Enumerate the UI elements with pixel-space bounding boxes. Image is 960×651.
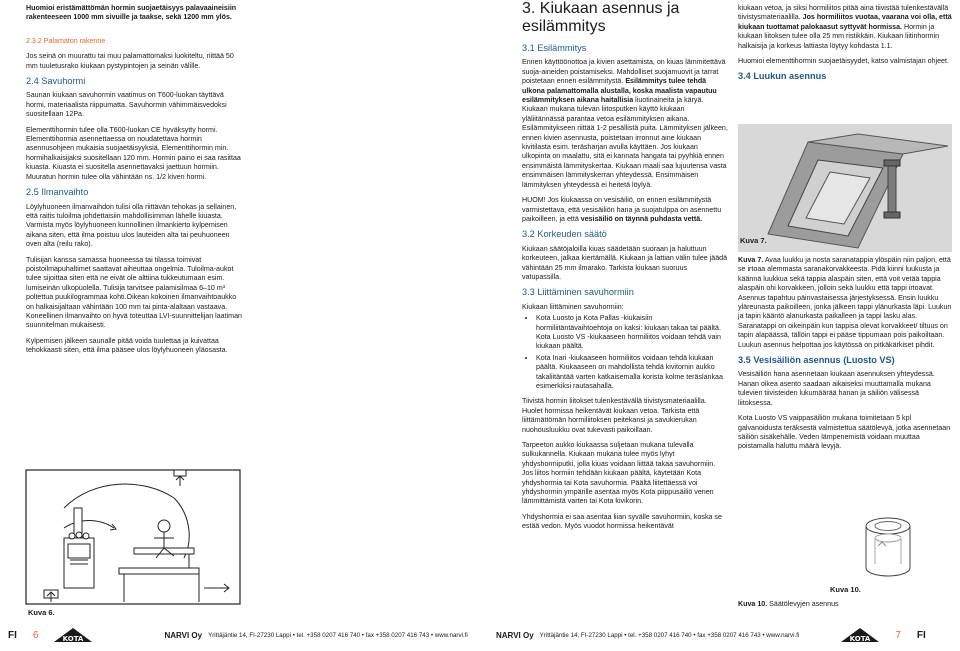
page-number: 6 bbox=[32, 629, 39, 641]
company-name: NARVI Oy bbox=[164, 630, 203, 640]
section-3-3-p4: Yhdyshormia ei saa asentaa liian syvälle savuhormiin, koska se estää vedon. Myös vuodot hormissa heikentävät bbox=[522, 512, 722, 531]
main-title: 3. Kiukaan asennus ja esilämmitys bbox=[522, 0, 680, 35]
section-3-3-p2: Tiivistä hormin liitokset tulenkestävällä tiivistysmateriaalilla. Huolet hormissa heikentävät kiukaan vetoa. Tarkista että liittämättömän hormiliitoksen peitekansi ja savukierukan nuohousluukku ovat tukevasti paikoillaan. bbox=[522, 397, 707, 434]
logo-text: KOTA bbox=[849, 635, 871, 643]
company-address: Yrittäjäntie 14, FI-27230 Lappi • tel. +358 0207 416 740 • fax +358 0207 416 743 • www.narvi.fi bbox=[539, 631, 800, 639]
logo-text: KOTA bbox=[63, 635, 84, 643]
right-column-lower bbox=[738, 256, 952, 458]
chimney-connection-list bbox=[522, 314, 728, 391]
list-item: • Kota Inari -kiukaaseen hormiliitos voidaan tehdä kiukaan päältä. Kiukaaseen on mahdollista tehdä kivitornin aukko takaliitäntää varten katkaisemalla korista kolme teräslankaa esimerkiksi rautasahalla. bbox=[536, 354, 728, 392]
section-2-4-p1: Saunan kiukaan savuhormin vaatimus on T600-luokan täyttävä hormi, materiaalista riippumatta. Savuhormin vähimmäisvedoksi suositellaan 12Pa. bbox=[26, 91, 227, 119]
section-2-3-2-text: Jos seinä on muurattu tai muu palamattomaksi luokiteltu, riittää 50 mm tuuletusrako kiukaan pystypintojen ja seinän välille. bbox=[26, 52, 234, 70]
section-2-4-p2: Elementtihormin tulee olla T600-luokan CE hyväksytty hormi. Elementtihormia asennettaessa on noudatettava hormin asennusohjeen mukaisia suojaetäisyyksiä. Elementtihormin min. hormihalkaisijaksi suositellaan 120 mm. Hormin paino ei saa rasittaa kiuasta. Kiuasta ei suositella asennettavaksi jaettuun hormiin. Muuratun hormin tulee olla vähintään ns. 1/2 kiven hormi. bbox=[26, 125, 241, 181]
clearance-note: Huomioi eristämättömän hormin suojaetäisyys palavaaineisiin rakenteeseen 1000 mm sivuille ja taakse, sekä 1200 mm ylös. bbox=[26, 4, 237, 22]
figure-7-description: Kuva 7. Avaa luukku ja nosta saranatappia ylöspäin niin paljon, että se irtoaa alemmasta saranakorvakkeesta. Pidä kiinni luukusta ja käännä luukkua sekä tappia alaspäin siten, että voit vetää tappia alaspäin ohi korvakkeen, jolloin sekä luukku että tappi irtoavat. Asennus tapahtuu päinvastaisessa järjestyksessä. Ensin luukku yläreunasta paikoilleen, jonka jälkeen tappi ylänurkasta läpi. Luukun ja tapin kääntö alanurkasta paikalleen ja tappi lasku alas. Saranatappi on oikeinpäin kun tappisa olevat korvakkeet/ tiltuus on tapin alapäässä, tällöin tappi ei pääse tippumaan pois paikoiltaan. Luukun asennus helpottaa jos käytössä on pitkäkärkiset pihdit. bbox=[738, 256, 952, 349]
section-2-5-title: 2.5 Ilmanvaihto bbox=[26, 187, 89, 198]
section-3-1-p2: HUOM! Jos kiukaassa on vesisäiliö, on ennen esilämmitystä varmistettava, että vesisäiliön hana ja suojatulppa on asennettu paikoilleen, ja että vesisäiliö on täynnä puhdasta vettä. bbox=[522, 196, 722, 223]
section-2-5-p1: Löylyhuoneen ilmanvaihdon tulisi olla riittävän tehokas ja sellainen, että raitis tuloilma johdettaisiin mahdollisimman lähelle kiuasta. Varmista myös löylyhuoneen kunnollinen ilmankierto kylpemisen aikana siten, että ilma poistuu ulos lauteiden alta tai peuhuoneen oven alta (reilu rako). bbox=[26, 202, 237, 249]
figure-10-adjustment-plates bbox=[738, 506, 952, 596]
section-3-1-p1: Ennen käyttöönottoa ja kivien asettamista, on kiuas lämmitettävä suoja-aineiden poistamiseksi. Mahdolliset suojamuovit ja tarrat poistetaan ennen esilämmitystä. Esilämmitys tulee tehdä ulkona palamattomalla alustalla, koska maalista vapautuu esilämmityksen aikana haitallisia liuotinaineita ja käryä. Kiukaan mukana tulevan liitosputken käyttö kiukaan yläliitännässä parantaa vetoa esilämmityksen aikana. Esilämmitykseen riittää 1-2 pesällistä puita. Lämmityksen jälkeen, ennen kivien asennusta, poistetaan irronnut aine kiukaan kivitilasta esim. teräsharjan avulla käyttäen. Jos kiukaan ulkopinta on maalattu, sitä ei kannata hangata tai pyyhkiä ennen ensimmäistä lämmityskertaa. Kiukaan maali saa lujuutensa vasta ensimmäisen lämmityskerran yhteydessä. Ensimmäisen lämmityksen yhteydessä ei heitetä löylyä. bbox=[522, 58, 728, 189]
section-2-5-p3: Kylpemisen jälkeen saunalle pitää voida tuulettaa ja kuivattaa tehokkaasti siten, että ilma pääsee ulos löylyhuoneen yläosasta. bbox=[26, 336, 228, 355]
section-3-2-title: 3.2 Korkeuden säätö bbox=[522, 229, 607, 240]
right-column bbox=[738, 4, 952, 87]
left-column bbox=[26, 4, 244, 362]
col4-p1: kiukaan vetoa, ja siksi hormiliitos pitää aina tiivistää tulenkestävällä tiivistysmateriaalilla. Jos hormiliitos vuotaa, vaarana voi olla, että kiukaan tuottamat palokaasut syttyvät hormissa. Hormin ja kiukaan liitoksen tulee olla 25 mm ristikkäin. Kiukaan liitinhormin halkaisija ja korkeus lattiasta löytyy kohdasta 1.1. bbox=[738, 4, 952, 50]
section-3-5-title: 3.5 Vesisäiliön asennus (Luosto VS) bbox=[738, 355, 895, 366]
right-page bbox=[480, 0, 960, 651]
right-footer bbox=[496, 625, 956, 645]
section-2-5-p2: Tulisijan kanssa samassa huoneessa tai tilassa toimivat poistoilmapuhaltimet saattavat aiheuttaa ongelmia. Tuloilma-aukot tulee sijoittaa siten että ne eivät ole alttiina tukkeutumaan esim. lumiseinän ulkopuolella. Tulisija tarvitsee palamisilmaa 6–10 m³ poltettua puukilogrammaa kohti.Oikean kokoinen ilmanvaihtoaukko on halkaisijaltaan vähintään 100 mm tai pinta-alaltaan vastaava. Koneellinen ilmanvaihto on hyvä toteuttaa LVI-suunnittelijan laatiman suunnitelman mukaisesti. bbox=[26, 255, 242, 330]
language-tag: FI bbox=[916, 629, 926, 641]
sauna-ventilation-illustration bbox=[24, 468, 242, 606]
sauna-drawing bbox=[24, 468, 242, 606]
adjustment-plates-drawing bbox=[738, 506, 952, 596]
page-number: 7 bbox=[895, 629, 901, 641]
middle-column bbox=[522, 0, 728, 538]
section-3-4-title: 3.4 Luukun asennus bbox=[738, 71, 827, 82]
kota-logo bbox=[52, 626, 94, 644]
figure-6-caption: Kuva 6. bbox=[28, 608, 55, 617]
section-3-2-text: Kiukaan säätöjaloilla kiuas säädetään suoraan ja haluttuun korkeuteen, jalkaa kiertämällä. Kiukaan ja lattian välin tulee jäädä vähintään 25 mm ilmarako. Tarkista kiukaan suoruus vatupassilla. bbox=[522, 244, 728, 281]
section-3-5-p1: Vesisäiliön hana asennetaan kiukaan asennuksen yhteydessä. Hanan oikea asento saadaan aikaiseksi muuttamalla mukana tulevien tiivisteiden lukumäärää hanan ja säiliön välisessä liitoksessa. bbox=[738, 370, 935, 407]
figure-7-door-hinge bbox=[738, 124, 952, 252]
kota-logo-icon bbox=[839, 626, 881, 644]
section-2-4-title: 2.4 Savuhormi bbox=[26, 76, 86, 87]
section-3-5-p2: Kota Luosto VS vaippasäiliön mukana toimitetaan 5 kpl galvanoidusta teräksestä valmistettua säätölevyä, jotka asennetaan säiliön sisäkehälle. Veden lämpenemistä voidaan muuttaa poistamalla haluttu määrä levyjä. bbox=[738, 414, 951, 451]
figure-7-caption: Kuva 7. bbox=[740, 236, 767, 245]
section-2-3-2-title: 2.3.2 Palamaton rakenne bbox=[26, 36, 106, 45]
door-hinge-drawing bbox=[738, 124, 952, 252]
language-tag: FI bbox=[8, 629, 17, 641]
left-footer bbox=[4, 625, 474, 645]
company-name: NARVI Oy bbox=[496, 630, 534, 640]
kota-logo bbox=[839, 626, 881, 644]
figure-10-caption: Kuva 10. bbox=[830, 585, 861, 594]
section-3-3-p3: Tarpeeton aukko kiukaassa suljetaan mukana tulevalla sulkukannella. Kiukaan mukana tulee myös lyhyt yhdyshormiputki, jolla kiuas voidaan liittää takaa savuhormiin. Jos liitos hormiin tehdään kiukaan päältä, käytetään Kota yhdyshormia tai Kota savuhormia. Päältä liitettäessä voi yhdyshormin ympärille asentaa myös Kota piippusäiliö venen lämmittämistä varten tai Kota kivikorin. bbox=[522, 441, 716, 506]
kota-logo-icon bbox=[52, 626, 94, 644]
list-item: • Kota Luosto ja Kota Pallas -kiukaisiin hormiliitäntävaihtoehtoja on kaksi: kiukaan takaa tai päältä. Kota Luosto VS -kiukaaseen hormiliitos voidaan tehdä vain kiukaan päältä. bbox=[536, 314, 728, 352]
section-3-3-title: 3.3 Liittäminen savuhormiin bbox=[522, 287, 634, 298]
figure-10-description: Kuva 10. Säätölevyjen asennus bbox=[738, 600, 839, 608]
company-address: Yrittäjäntie 14, FI-27230 Lappi • tel. +358 0207 416 740 • fax +358 0207 416 743 • www.narvi.fi bbox=[208, 631, 468, 639]
col4-p2: Huomioi elementtihormin suojaetäisyydet, katso valmistajan ohjeet. bbox=[738, 57, 949, 66]
section-3-3-intro: Kiukaan liittäminen savuhormiin: bbox=[522, 302, 624, 311]
section-3-1-title: 3.1 Esilämmitys bbox=[522, 43, 587, 53]
